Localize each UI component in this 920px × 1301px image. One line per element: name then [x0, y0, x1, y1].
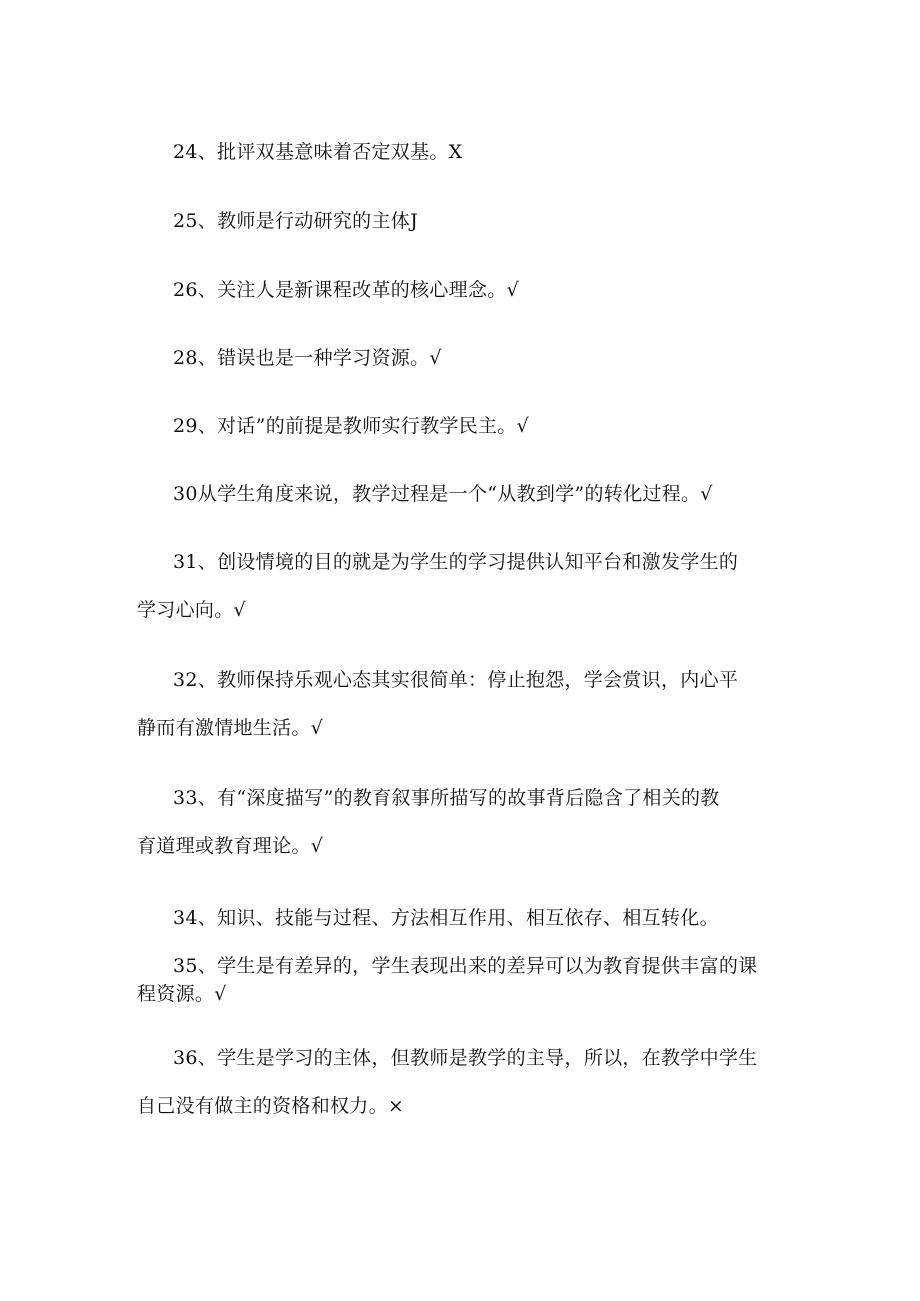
item-24-line-1: 24、批评双基意味着否定双基。X: [173, 141, 463, 163]
item-35-line-2: 程资源。√: [137, 983, 227, 1005]
item-33-line-1: 33、有“深度描写”的教育叙事所描写的故事背后隐含了相关的教: [173, 787, 720, 809]
item-34-line-1: 34、知识、技能与过程、方法相互作用、相互依存、相互转化。: [173, 907, 719, 929]
item-26-line-1: 26、关注人是新课程改革的核心理念。√: [173, 279, 519, 301]
item-33-line-2: 育道理或教育理论。√: [137, 835, 324, 857]
item-31-line-2: 学习心向。√: [137, 599, 246, 621]
item-36-line-2: 自己没有做主的资格和权力。×: [137, 1095, 405, 1117]
item-30-line-1: 30从学生角度来说，教学过程是一个“从教到学”的转化过程。√: [173, 483, 713, 505]
item-32-line-2: 静而有激情地生活。√: [137, 717, 324, 739]
item-32-line-1: 32、教师保持乐观心态其实很简单：停止抱怨，学会赏识，内心平: [173, 669, 739, 691]
item-35-line-1: 35、学生是有差异的，学生表现出来的差异可以为教育提供丰富的课: [173, 955, 758, 977]
item-31-line-1: 31、创设情境的目的就是为学生的学习提供认知平台和激发学生的: [173, 551, 739, 573]
item-36-line-1: 36、学生是学习的主体，但教师是教学的主导，所以，在教学中学生: [173, 1047, 758, 1069]
item-28-line-1: 28、错误也是一种学习资源。√: [173, 347, 442, 369]
item-29-line-1: 29、对话”的前提是教师实行教学民主。√: [173, 415, 529, 437]
item-25-line-1: 25、教师是行动研究的主体J: [173, 210, 418, 232]
